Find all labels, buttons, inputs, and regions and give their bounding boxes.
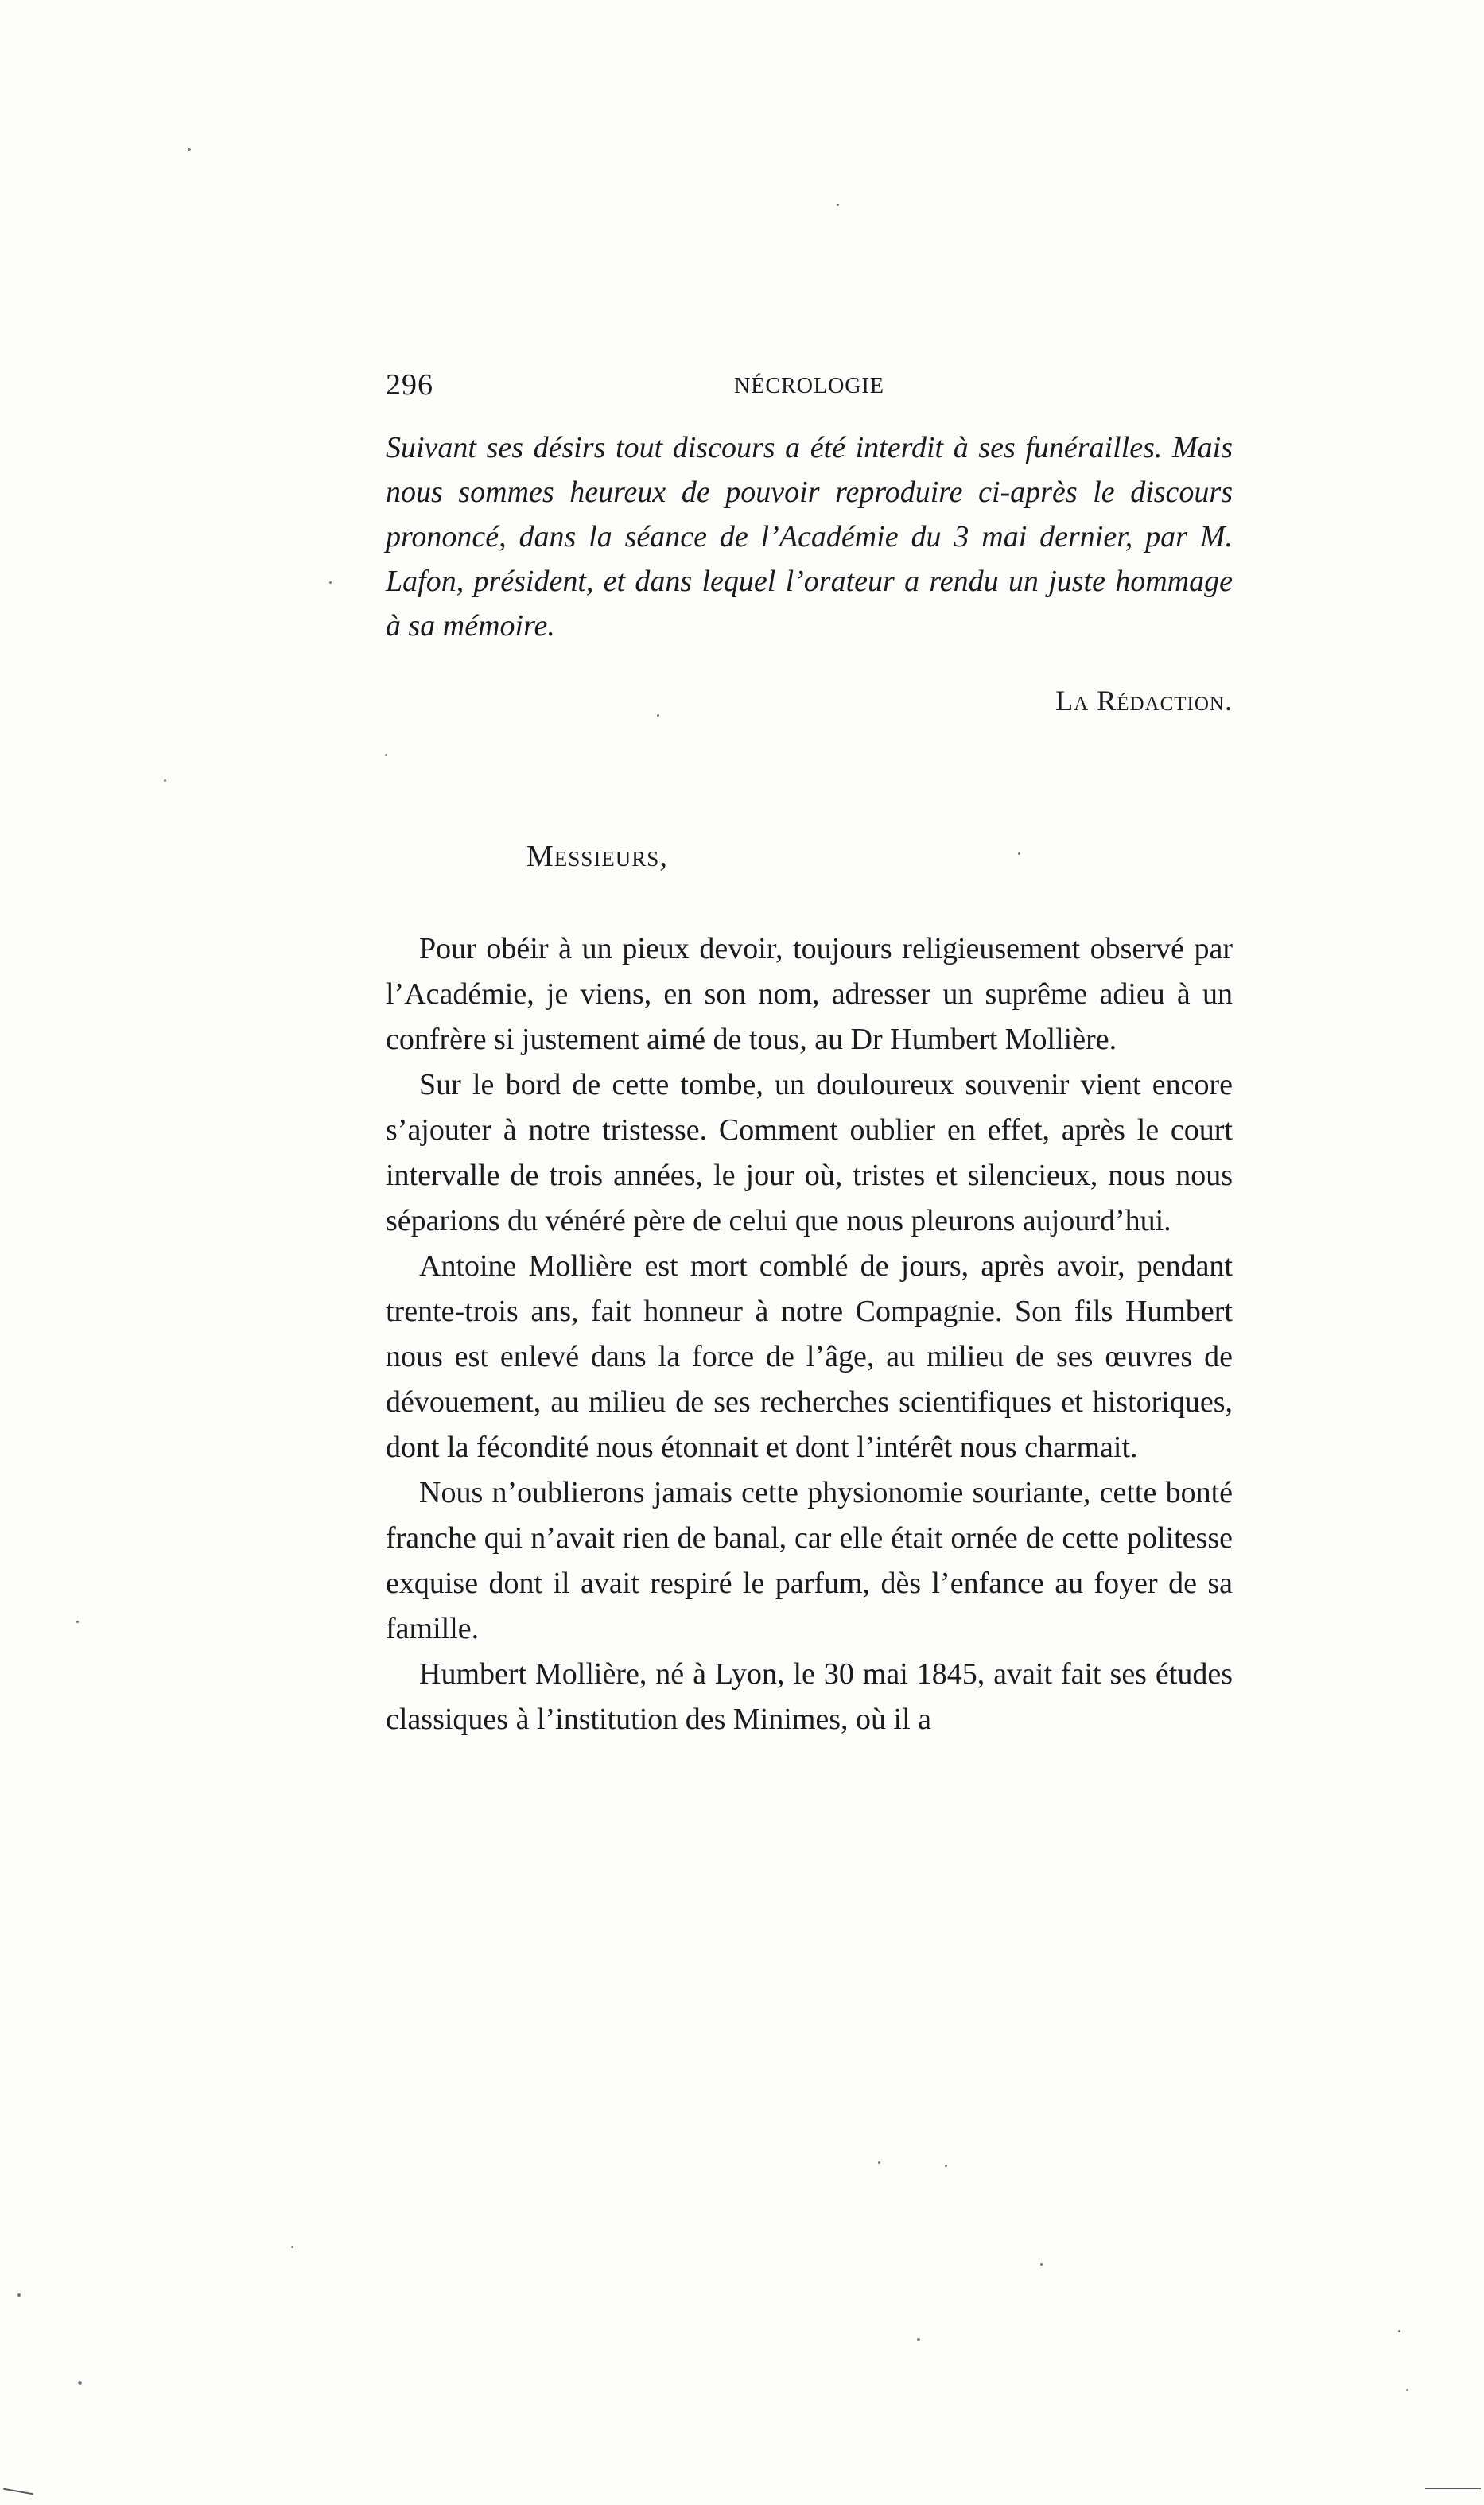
- editorial-note: Suivant ses désirs tout discours a été interdit à ses funérailles. Mais nous sommes heureux de pouvoir reproduire ci-après le discours prononcé, dans la séance de l’Académie du 3 mai dernier, par M. Lafon, président, et dans lequel l’orateur a rendu un juste hommage à sa mémoire.: [386, 431, 1233, 643]
- running-title: NÉCROLOGIE: [734, 374, 884, 398]
- speech-paragraph: Humbert Mollière, né à Lyon, le 30 mai 1845, avait fait ses études classiques à l’institution des Minimes, où il a: [386, 1657, 1233, 1736]
- speech-paragraph: Antoine Mollière est mort comblé de jours, après avoir, pendant trente-trois ans, fait honneur à notre Compagnie. Son fils Humbert nous est enlevé dans la force de l’âge, au milieu de ses œuvres de dévouement, au milieu de ses recherches scientifiques et historiques, dont la fécondité nous étonnait et dont l’intérêt nous charmait.: [386, 1249, 1233, 1464]
- speech-paragraph: Pour obéir à un pieux devoir, toujours religieusement observé par l’Académie, je viens, en son nom, adresser un suprême adieu à un confrère si justement aimé de tous, au Dr Humbert Mollière.: [386, 932, 1233, 1056]
- page-number: 296: [386, 368, 433, 402]
- speech-paragraph: Nous n’oublierons jamais cette physionomie souriante, cette bonté franche qui n’avait rien de banal, car elle était ornée de cette politesse exquise dont il avait respiré le parfum, dès l’enfance au foyer de sa famille.: [386, 1476, 1233, 1645]
- page-edge-mark: [3, 2488, 33, 2495]
- speech-paragraph: Sur le bord de cette tombe, un douloureux souvenir vient encore s’ajouter à notre tristesse. Comment oublier en effet, après le court intervalle de trois années, le jour où, tristes et silencieux, nous nous séparions du vénéré père de celui que nous pleurons aujourd’hui.: [386, 1068, 1233, 1237]
- editorial-signature: La Rédaction.: [1055, 685, 1233, 717]
- speech-salutation: Messieurs,: [526, 840, 668, 873]
- speech-body: [386, 926, 1233, 1742]
- page-header: [386, 367, 1233, 407]
- page-edge-mark: [1425, 2488, 1481, 2489]
